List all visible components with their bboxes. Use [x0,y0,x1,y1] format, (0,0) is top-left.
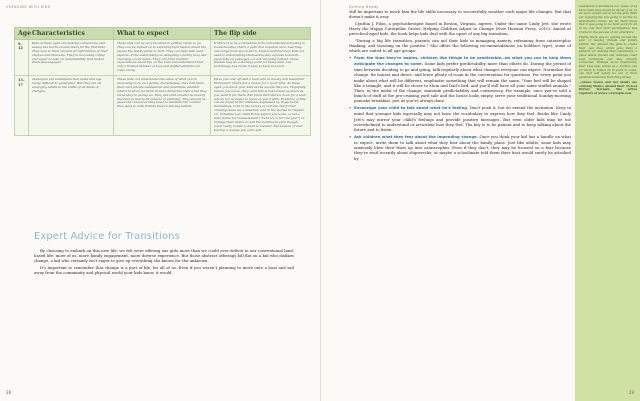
col-header-flip-side: The flip side [211,28,311,40]
running-head-left: VOYAGING WITH KIDS [6,5,51,9]
paragraph: still be important to teach him the life skills necessary to successfully weather such major life changes. But that doesn't make it easy. [349,9,571,20]
cell-flip-side: If there is to be a transition from conventional schooling to boatschooling, that's a path that requires care. Learning can range from spoon-fed to largely self-directed. Kids not used to entertaining themselves may express boredom, especially on passages—or not, knowing behind. Close friends may be a sticking point for these kids, but technology has made it easy to keep in touch. [211,40,311,76]
paragraph: It's important to remember that change is a part of life, for all of us. Even if you weren't planning to move onto a boat and sail away from the community and physical world your kids know, it would [34,265,294,276]
recommendation-list [349,55,571,161]
right-body-text [349,9,571,162]
paragraph: Cynthia J. Pilon, a psychotherapist based in Reston, Virginia, agrees. Under the name Cindy Jett, she wrote Harry the Happy Caterpillar Grows: Helping Children Adjust to Change (New Horizon Press, 2010). Aimed at preschool-aged kids, the book helps kids deal with the upset of any big transition. [349,20,571,37]
age-expectation-table [14,27,311,136]
left-body-text [34,248,294,277]
bullet-lead: Encourage your child to talk about what he's feeling. [354,106,469,111]
bullet-text: Some kids prefer predictability more than others do. During the period of time between deciding to go and going, talk regularly about what changes everyone can expect. Normalize the change. Be honest and direct, and leave plenty of room in the conversation for questions. For every point you make about what will be different, emphasize something that will remain the same. "Your bed will be shaped like a triangle, and it will be closer to Mom and Dad's bed, and you'll still have all your same stuffed animals." Then, in the midst of the change, maintain predictability and consistency. For example, once you've sold a bunch of stuff at the pre-cruising yard sale and the house looks empty, serve your traditional Sunday-morning pancake breakfast, just as you've always done. [354,61,571,104]
sidebar-signature: —Aimee Nance and her family are cruising Mexico aboard their 45-foot Dufour, Terrapin. She writes regularly at www.s-v-terrapin.com. [579,80,637,96]
bullet-lead: From the time they're babies, children like things to be predictable—do what you can to help them anticipate the changes to come. [354,55,571,67]
right-page [320,0,640,401]
col-header-expect: What to expect [114,28,211,40]
section-heading: Expert Advice for Transitions [34,231,180,242]
bullet-text: Don't push it, but do extend the invitation. Keep in mind that younger kids especially may not have the vocabulary to express how they feel. Books like Cindy Jett's may mirror your child's feelings and provide positive messages. But even older kids may be too overwhelmed to understand or articulate how they feel. The key is to be patient and to keep talking about the future and to listen. [354,105,571,132]
cell-age: 13–17 [15,76,29,135]
running-head-right: Getting Ready [349,5,379,9]
table-row [15,76,311,135]
list-item [349,55,571,104]
cell-expect: These kids can understand the value of what you're proposing to do as a family. Nonetheless, they will make their own private assessment and determine whether what's in store for them is more attractive than what they know they're giving up. They can (and should) be heavily involved in nearly all aspects of planning. They should be given the resources they need to maintain the contact they want to with friends they're leaving behind. [114,76,211,135]
sidebar-paragraph: reasonable expectations too. Some of us know what they would be ahead of us, so we were careful not to let the girls think our voyaging life was going to be like an all-inclusive cruise; we let them know that it was going to be hard work for all of us, and that their participation was crucial to the success of our adventure. [579,4,637,34]
paragraph: "During a big life transition, parents can aid their kids in managing anxiety, refraining from catastrophic thinking, and focusing on the positive." She offers the following recommendations (in boldface type), some of which are suited to all age groups. [349,37,571,54]
cell-age: 9–12 [15,40,29,76]
cell-flip-side: Have you cast off with a teen who is moody and resentful? Hormonal? That's not a recipe for a good time. At these ages, you know your kids as the people they are. Hopefully, before you leave, they—and this is best aimed as much as you want it for them. But know that there's room for a teen who is not as eager to leave as you'd wish. Evidence of this can be found in the attitudes expressed by those teens themselves, both in the survey of current and former cruising teens we conducted, and in the stories in chapter 13. Schedule solo visits home before you leave, or set a time frame for reassessment ("Let's try it for one year") or indulge their desire to sail the Caribbean even though you'd really hoped to head to Iceland. But beware of ever forcing a voyage you can't sell. [211,76,311,135]
cell-characteristics: Teenagers are individuals that make this age range difficult to generalize. But they are all emerging adults in the midst of all kinds of changes. [29,76,114,135]
list-item [349,134,571,161]
table-header-row [15,28,311,40]
cell-characteristics: Kids of these ages are making connections and seeing the world around them for the first time. They look to their parents for affirmation of their choices and interests. They're becoming ruling and eager to take on responsibility that makes them feel engaged. [29,40,114,76]
col-header-characteristics: Characteristics [29,28,114,40]
list-item [349,105,571,132]
table-row [15,40,311,76]
page-number-right: 29 [628,390,634,395]
cell-expect: These kids can be very involved in getting ready to go. They can be turned on to exploring information about the places the family plans to visit. They can help with such aspects of the undertaking as designing a family blog and choosing a boat name. They can form realistic expectations about life on the boat and understand that only a limited number of toys and stuffed animals can come along. [114,40,211,76]
paragraph: By choosing to embark on this new life, we felt were offering our girls more than we could ever deliver in our conventional land-based life: more of us, more family engagement, more diverse experience. But those abstract offerings fall flat on a kid who dislikes change, a kid who certainly isn't eager to give up everything she knows for the unknown. [34,248,294,264]
bullet-lead: Ask children what they fear about the impending change. [354,134,478,139]
sidebar-paragraph: Finally, there was no getting around the pain of leaving friends and family behind. We allowed the girls to create their own blog, which gave them a platform for sharing their adventures, a place where friends and relatives could post comments and stay directly connected. Perhaps more importantly, their blog also serves as a journal, one for them to reflect on in years to come, one that will surely be one of their greatest mementos from this journey. [579,34,637,79]
page-number-left: 28 [6,390,12,395]
sidebar-box [575,0,640,401]
bullet-text: Once you think your kid has a handle on what to expect, invite them to talk about what they fear about the family plans. Just like adults, some kids may anxiously blow their fears up into catastrophes. Even if they don't, they may be focused on a fear because they've read recently about shipwrecks; or maybe a schoolmate told them their boat would surely be attacked by [354,133,571,161]
col-header-age: Age [15,28,29,40]
